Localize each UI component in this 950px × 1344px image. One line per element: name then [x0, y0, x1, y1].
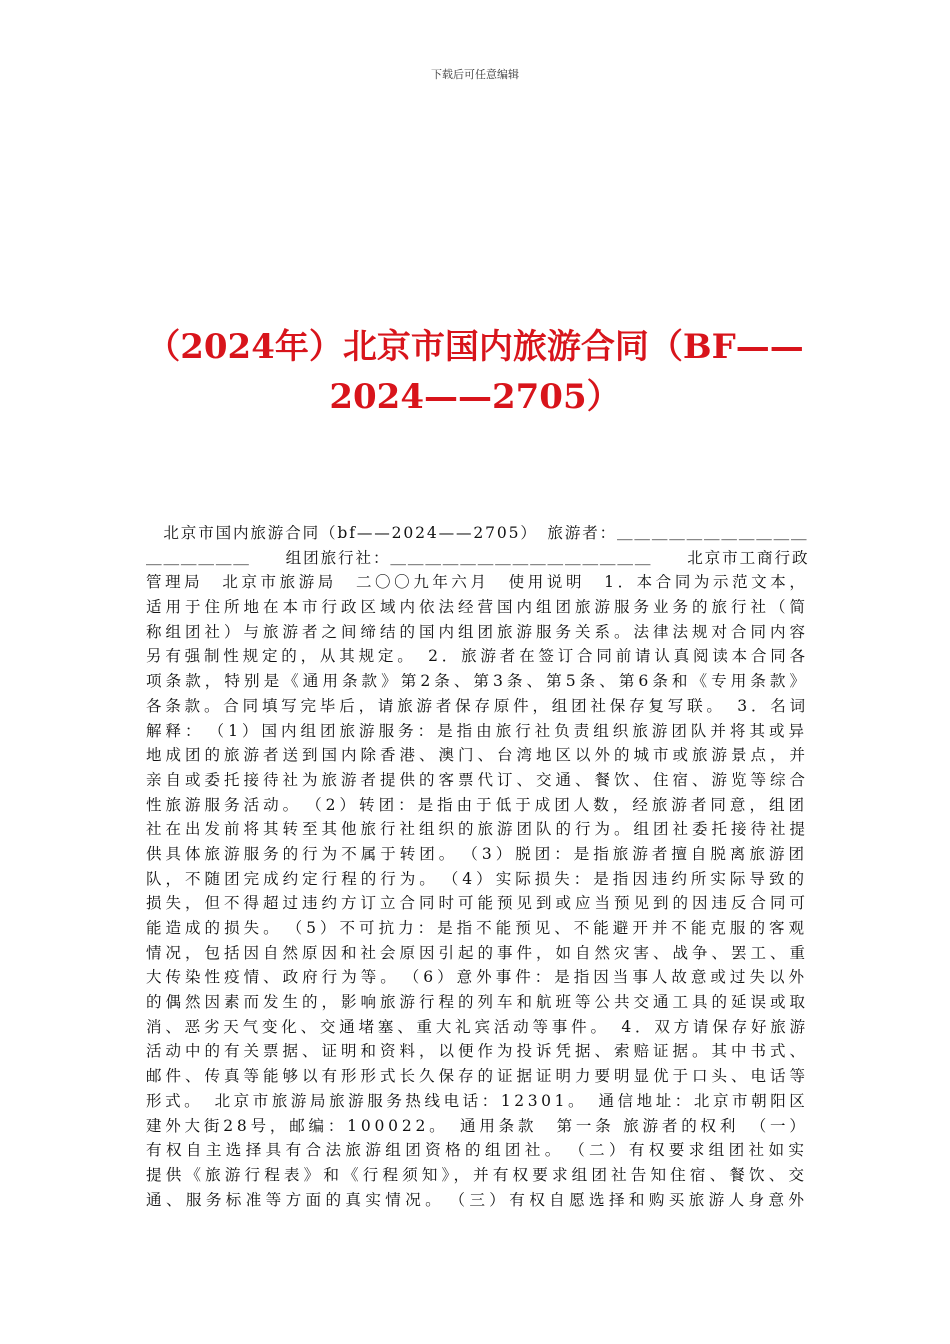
body-line: 大传染性疫情、政府行为等。 （6）意外事件：是指因当事人故意或过失以外	[146, 968, 808, 987]
body-line: 各条款。合同填写完毕后，请旅游者保存原件，组团社保存复写联。 3．名词	[146, 696, 809, 715]
body-line: ＿＿＿＿＿＿ 组团旅行社：＿＿＿＿＿＿＿＿＿＿＿＿＿＿＿ 北京市工商行政	[146, 548, 810, 567]
body-line: 建外大街28号，邮编：100022。 通用条款 第一条 旅游者的权利 （一）	[146, 1116, 809, 1135]
body-line: 另有强制性规定的，从其规定。 2．旅游者在签订合同前请认真阅读本合同各	[146, 647, 809, 666]
body-line: 供具体旅游服务的行为不属于转团。 （3）脱团：是指旅游者擅自脱离旅游团	[146, 844, 808, 863]
body-line: 社在出发前将其转至其他旅行社组织的旅游团队的行为。组团社委托接待社提	[146, 820, 810, 839]
document-title-line-2: 2024——2705）	[329, 377, 621, 417]
body-line: 称组团社）与旅游者之间缔结的国内组团旅游服务关系。法律法规对合同内容	[146, 622, 810, 641]
body-line: 能造成的损失。 （5）不可抗力：是指不能预见、不能避开并不能克服的客观	[146, 919, 808, 937]
body-line: 解释： （1）国内组团旅游服务：是指由旅行社负责组织旅游团队并将其或异	[146, 721, 808, 740]
document-title	[120, 322, 830, 422]
body-line: 的偶然因素而发生的，影响旅游行程的列车和航班等公共交通工具的延误或取	[146, 993, 810, 1012]
body-line: 消、恶劣天气变化、交通堵塞、重大礼宾活动等事件。 4．双方请保存好旅游	[146, 1017, 809, 1036]
body-line: 邮件、传真等能够以有形形式长久保存的证据证明力要明显优于口头、电话等	[146, 1067, 810, 1086]
body-line: 管理局 北京市旅游局 二〇〇九年六月 使用说明 1．本合同为示范文本，	[146, 573, 809, 592]
body-line: 地成团的旅游者送到国内除香港、澳门、台湾地区以外的城市或旅游景点，并	[146, 746, 810, 765]
page-header-note: 下载后可任意编辑	[431, 68, 519, 81]
body-line: 提供《旅游行程表》和《行程须知》，并有权要求组团社告知住宿、餐饮、交	[146, 1165, 808, 1184]
body-line: 亲自或委托接待社为旅游者提供的客票代订、交通、餐饮、住宿、游览等综合	[146, 770, 810, 789]
document-body	[146, 521, 808, 1212]
body-line: 队，不随团完成约定行程的行为。 （4）实际损失：是指因违约所实际导致的	[146, 869, 808, 888]
body-line: 通、服务标准等方面的真实情况。 （三）有权自愿选择和购买旅游人身意外	[146, 1190, 808, 1209]
body-line: 损失，但不得超过违约方订立合同时可能预见到或应当预见到的因违反合同可	[146, 894, 810, 913]
body-line: 情况，包括因自然原因和社会原因引起的事件，如自然灾害、战争、罢工、重	[146, 943, 810, 962]
body-line: 项条款，特别是《通用条款》第2条、第3条、第5条、第6条和《专用条款》	[146, 672, 810, 691]
body-line: 有权自主选择具有合法旅游组团资格的组团社。 （二）有权要求组团社如实	[146, 1141, 808, 1160]
body-line: 北京市国内旅游合同（bf——2024——2705） 旅游者：＿＿＿＿＿＿＿＿＿＿＿	[146, 524, 809, 542]
body-line: 性旅游服务活动。 （2）转团：是指由于低于成团人数，经旅游者同意，组团	[146, 795, 808, 814]
body-line: 适用于住所地在本市行政区域内依法经营国内组团旅游服务业务的旅行社（简	[146, 598, 810, 617]
document-title-line-1: （2024年）北京市国内旅游合同（BF——	[146, 327, 804, 367]
body-line: 活动中的有关票据、证明和资料，以便作为投诉凭据、索赔证据。其中书式、	[146, 1042, 810, 1061]
body-line: 形式。 北京市旅游局旅游服务热线电话：12301。 通信地址：北京市朝阳区	[146, 1091, 809, 1110]
